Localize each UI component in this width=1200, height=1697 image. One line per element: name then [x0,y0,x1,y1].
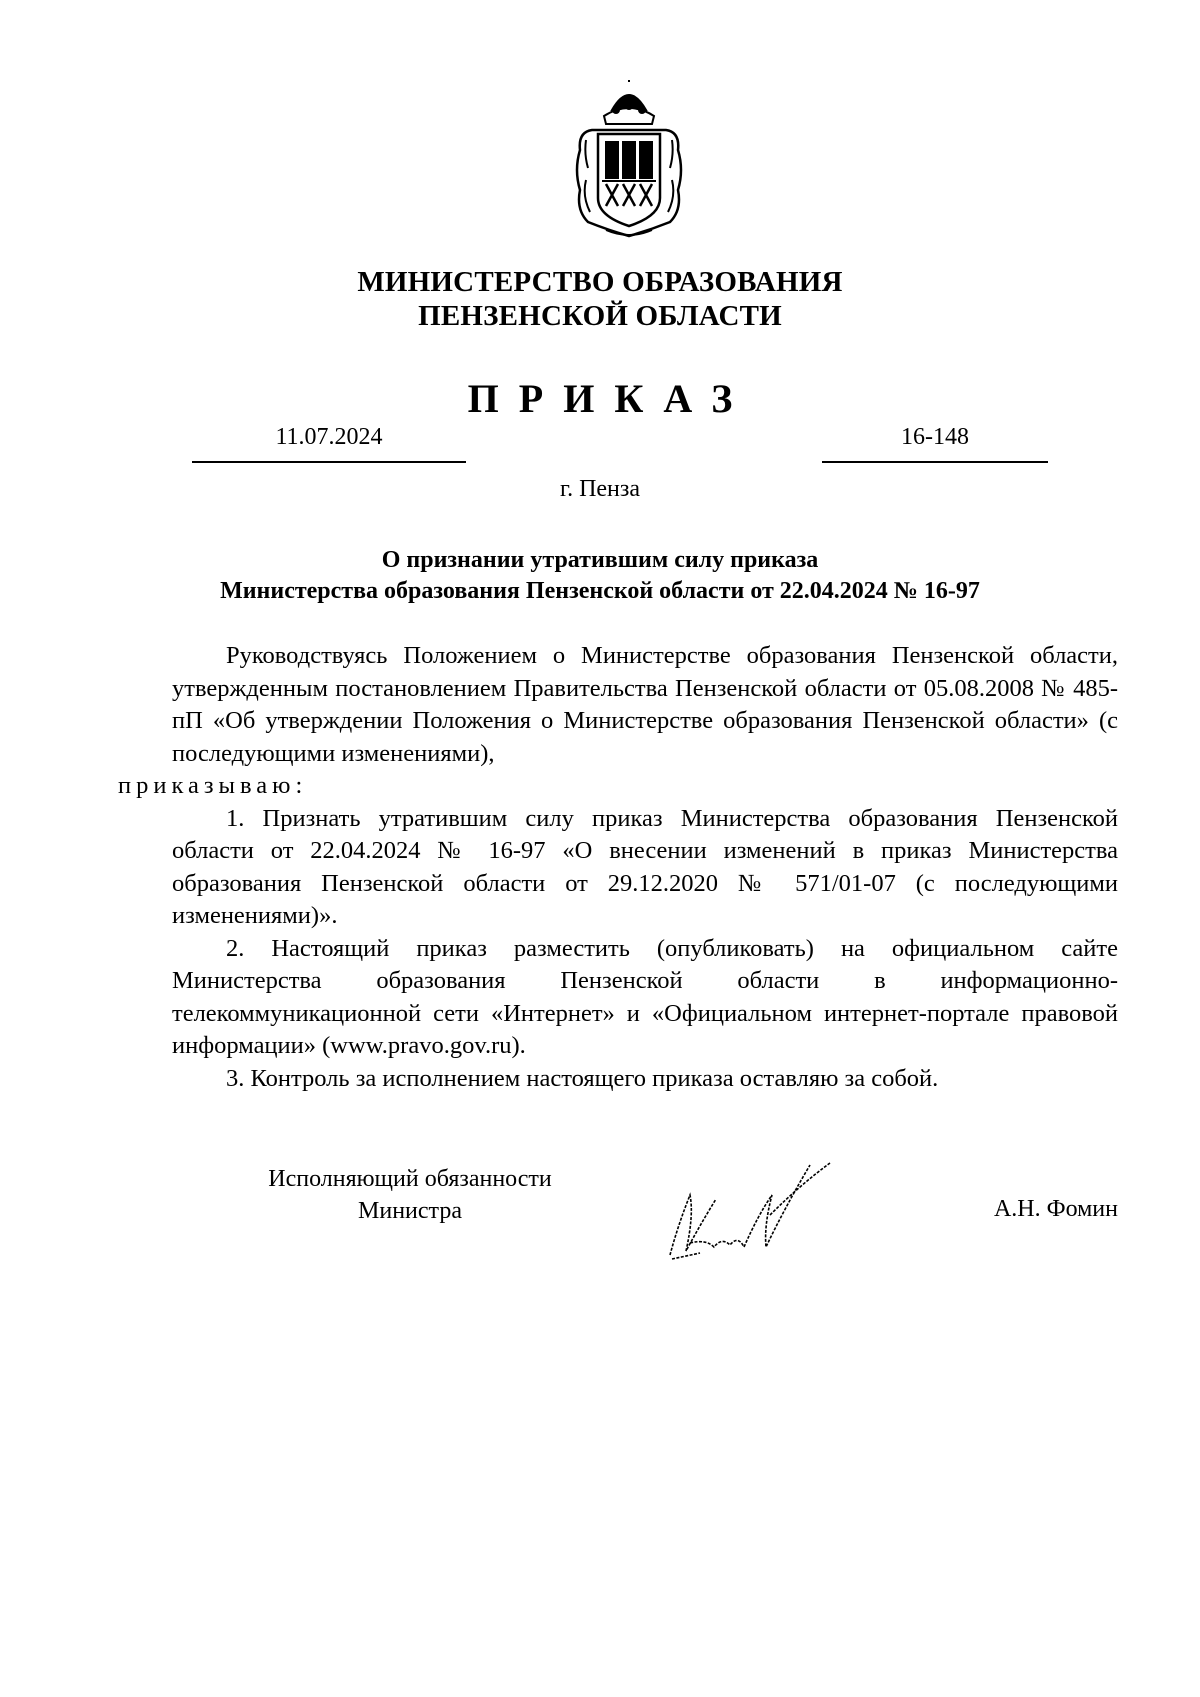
document-title-line2: Министерства образования Пензенской области от 22.04.2024 № 16-97 [220,578,980,604]
preamble-text: Руководствуясь Положением о Министерстве образования Пензенской области, утвержденным постановлением Правительства Пензенской области от 05.08.2008 № 485-пП «Об утверждении Положения о Министерстве образования Пензенской области» (с последующими изменениями), [172,642,1118,767]
signatory-position-line1: Исполняющий обязанности [268,1166,552,1192]
ministry-name-line1: МИНИСТЕРСТВО ОБРАЗОВАНИЯ [357,266,843,298]
handwritten-signature [660,1155,850,1265]
document-number: 16-148 [901,424,969,450]
preamble-paragraph [118,640,1118,803]
document-body [118,640,1118,1095]
signatory-name: А.Н. Фомин [993,1196,1118,1222]
document-type: ПРИКАЗ [467,376,753,421]
ministry-name-line2: ПЕНЗЕНСКОЙ ОБЛАСТИ [418,300,782,332]
order-item-3: 3. Контроль за исполнением настоящего приказа оставляю за собой. [226,1064,939,1092]
order-word: приказываю: [118,772,308,799]
signatory-position-line2: Министра [358,1198,462,1224]
document-city: г. Пенза [559,476,641,502]
order-item-1: 1. Признать утратившим силу приказ Министерства образования Пензенской области от 22.04.2024 № 16-97 «О внесении изменений в приказ Министерства образования Пензенской области от 29.12.2020 № 571/01-07 (с последующими изменениями)». [172,804,1118,929]
coat-of-arms-icon [572,80,686,238]
document-title-line1: О признании утратившим силу приказа [381,547,819,573]
date-underline [192,461,466,463]
signatory-position [210,1163,610,1227]
number-underline [822,461,1048,463]
order-item-2: 2. Настоящий приказ разместить (опубликовать) на официальном сайте Министерства образования Пензенской области в информационно-телекоммуникационной сети «Интернет» и «Официальном интернет-портале правовой информации» (www.pravo.gov.ru). [172,934,1118,1059]
document-date: 11.07.2024 [275,424,383,450]
